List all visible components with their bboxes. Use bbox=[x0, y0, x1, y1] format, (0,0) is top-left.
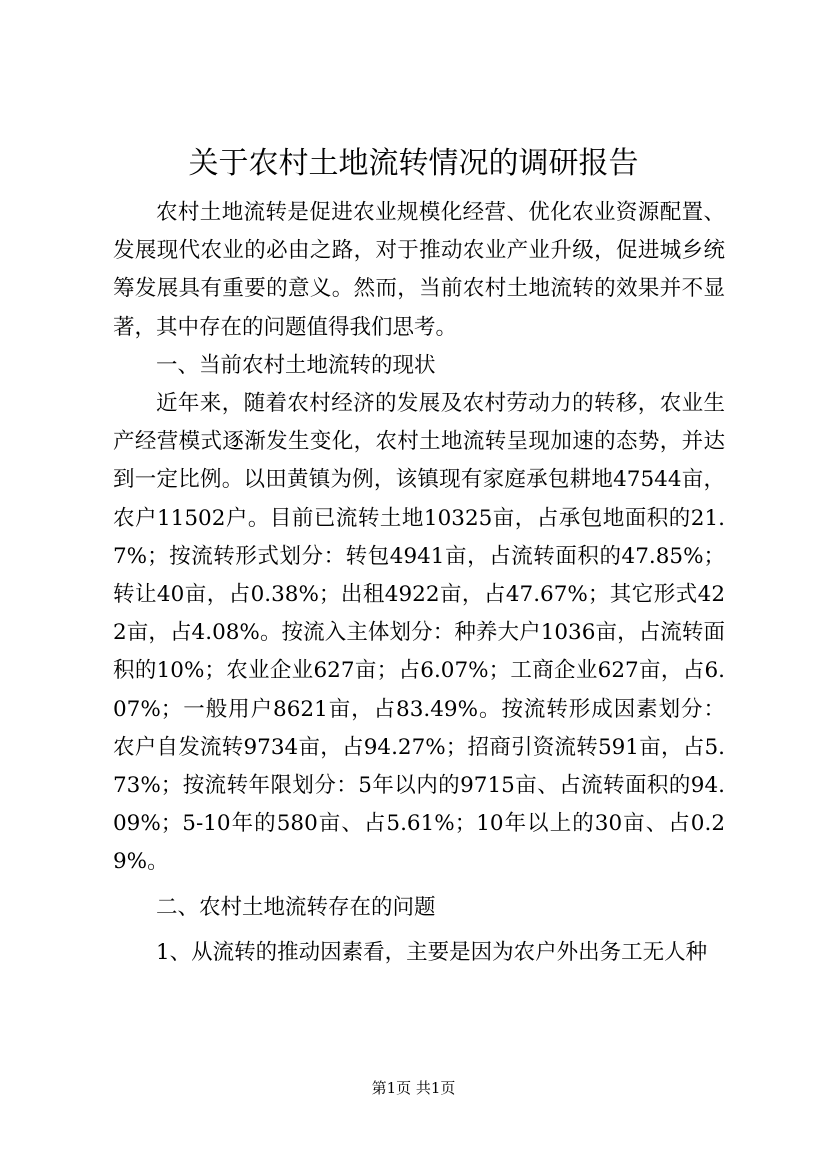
problem-paragraph-1: 1、从流转的推动因素看，主要是因为农户外出务工无人种 bbox=[156, 939, 708, 965]
intro-paragraph: 农村土地流转是促进农业规模化经营、优化农业资源配置、发展现代农业的必由之路，对于推动农业产业升级，促进城乡统筹发展具有重要的意义。然而，当前农村土地流转的效果并不显著，其中存在的问题值得我们思考。 bbox=[113, 200, 725, 340]
section-heading-current-status: 一、当前农村土地流转的现状 bbox=[156, 352, 436, 378]
document-body bbox=[113, 194, 725, 972]
status-paragraph: 近年来，随着农村经济的发展及农村劳动力的转移，农业生产经营模式逐渐发生变化，农村土地流转呈现加速的态势，并达到一定比例。以田黄镇为例，该镇现有家庭承包耕地47544亩，农户11502户。目前已流转土地10325亩，占承包地面积的21.7%；按流转形式划分：转包4941亩，占流转面积的47.85%；转让40亩，占0.38%；出租4922亩，占47.67%；其它形式422亩，占4.08%。按流入主体划分：种养大户1036亩，占流转面积的10%；农业企业627亩；占6.07%；工商企业627亩，占6.07%；一般用户8621亩，占83.49%。按流转形成因素划分：农户自发流转9734亩，占94.27%；招商引资流转591亩，占5.73%；按流转年限划分：5年以内的9715亩、占流转面积的94.09%；5-10年的580亩、占5.61%；10年以上的30亩、占0.29%。 bbox=[113, 391, 725, 875]
document-title: 关于农村土地流转情况的调研报告 bbox=[188, 146, 639, 181]
page-footer: 第1页 共1页 bbox=[371, 1079, 456, 1097]
paragraph-gap bbox=[113, 882, 725, 889]
section-heading-problems: 二、农村土地流转存在的问题 bbox=[156, 894, 436, 920]
paragraph-gap bbox=[113, 927, 725, 934]
